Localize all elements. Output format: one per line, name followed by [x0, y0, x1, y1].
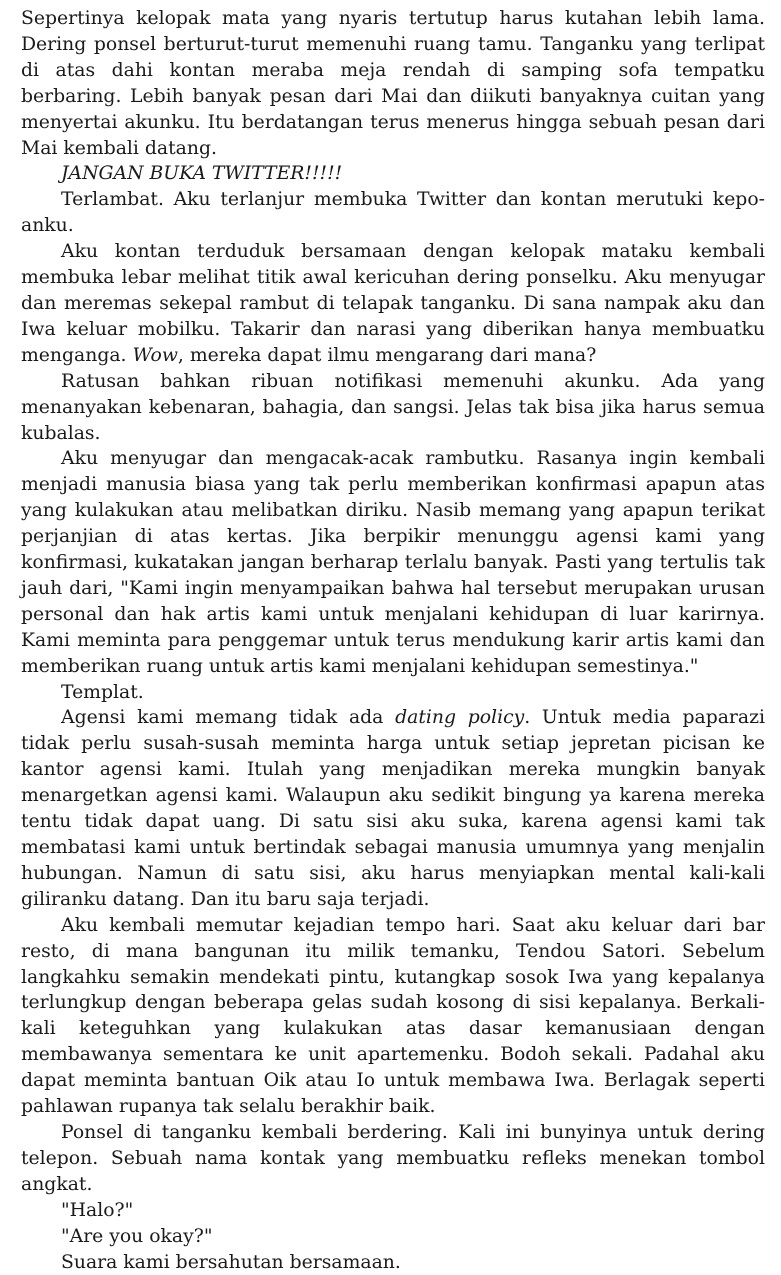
italic-text-run: JANGAN BUKA TWITTER!!!!! — [61, 163, 342, 184]
paragraph-agency-statement — [21, 446, 765, 679]
text-run: Ratusan bahkan ribuan notifikasi memenuhi akunku. Ada yang menanyakan kebenaran, bahagia, dan sangsi. Jelas tak bisa jika harus semua kubalas. — [21, 371, 765, 444]
text-run: Aku kembali memutar kejadian tempo hari. Saat aku keluar dari bar resto, di mana bangunan itu milik temanku, Tendou Satori. Sebelum langkahku semakin mendekati pintu, kutangkap sosok Iwa yang kepalanya terlungkup dengan beberapa gelas sudah kosong di sisi kepalanya. Berkali-kali keteguhkan yang kulakukan atas dasar kemanusiaan dengan membawanya sementara ke unit apartemenku. Bodoh sekali. Padahal aku dapat meminta bantuan Oik atau Io untuk membawa Iwa. Berlagak seperti pahlawan rupanya tak selalu berakhir baik. — [21, 915, 765, 1117]
text-run: Ponsel di tanganku kembali berdering. Kali ini bunyinya untuk dering telepon. Sebuah nama kontak yang membuatku refleks menekan tombol angkat. — [21, 1122, 765, 1195]
paragraph-flashback — [21, 913, 765, 1120]
text-run: , mereka dapat ilmu mengarang dari mana? — [178, 345, 596, 366]
paragraph-closing — [21, 1250, 765, 1275]
paragraph-too-late — [21, 187, 765, 239]
paragraph-warning-message — [21, 161, 765, 187]
text-run: "Are you okay?" — [61, 1226, 212, 1247]
text-run: "Halo?" — [61, 1200, 133, 1221]
text-run: Terlambat. Aku terlanjur membuka Twitter dan kontan merutuki kepoanku. — [21, 189, 765, 236]
paragraph-template — [21, 680, 765, 706]
text-run: Sepertinya kelopak mata yang nyaris tertutup harus kutahan lebih lama. Dering ponsel berturut-turut memenuhi ruang tamu. Tanganku yang terlipat di atas dahi kontan meraba meja rendah di samping sofa tempatku berbaring. Lebih banyak pesan dari Mai dan diikuti banyaknya cuitan yang menyertai akunku. Itu berdatangan terus menerus hingga sebuah pesan dari Mai kembali datang. — [21, 8, 765, 159]
text-run: Aku kontan terduduk bersamaan dengan kelopak mataku kembali membuka lebar melihat titik awal kericuhan dering ponselku. Aku menyugar dan meremas sekepal rambut di telapak tanganku. Di sana nampak aku dan Iwa keluar mobilku. Takarir dan narasi yang diberikan hanya membuatku menganga. — [21, 241, 765, 366]
italic-text-run: Wow — [133, 345, 178, 366]
text-run: Templat. — [61, 682, 144, 703]
paragraph-dialogue-okay — [21, 1224, 765, 1250]
text-run: Agensi kami memang tidak ada — [61, 707, 395, 728]
italic-text-run: dating policy — [395, 707, 524, 728]
paragraph-dialogue-hello — [21, 1198, 765, 1224]
paragraph-notifications — [21, 369, 765, 447]
paragraph-dating-policy — [21, 705, 765, 912]
paragraph-phone-call — [21, 1120, 765, 1198]
paragraph-opening — [21, 6, 765, 161]
paragraph-sitting-up — [21, 239, 765, 369]
text-run: . Untuk media paparazi tidak perlu susah-susah meminta harga untuk setiap jepretan picisan ke kantor agensi kami. Itulah yang menjadikan mereka mungkin banyak menargetkan agensi kami. Walaupun aku sedikit bingung ya karena mereka tentu tidak dapat uang. Di satu sisi aku suka, karena agensi kami tak membatasi kami untuk bertindak sebagai manusia umumnya yang menjalin hubungan. Namun di satu sisi, aku harus menyiapkan mental kali-kali giliranku datang. Dan itu baru saja terjadi. — [21, 707, 765, 909]
text-run: Suara kami bersahutan bersamaan. — [61, 1252, 401, 1273]
text-run: Aku menyugar dan mengacak-acak rambutku. Rasanya ingin kembali menjadi manusia biasa yang tak perlu memberikan konfirmasi apapun atas yang kulakukan atau melibatkan diriku. Nasib memang yang apapun terikat perjanjian di atas kertas. Jika berpikir menunggu agensi kami yang konfirmasi, kukatakan jangan berharap terlalu banyak. Pasti yang tertulis tak jauh dari, "Kami ingin menyampaikan bahwa hal tersebut merupakan urusan personal dan hak artis kami untuk menjalani kehidupan di luar karirnya. Kami meminta para penggemar untuk terus mendukung karir artis kami dan memberikan ruang untuk artis kami menjalani kehidupan semestinya." — [21, 448, 765, 676]
